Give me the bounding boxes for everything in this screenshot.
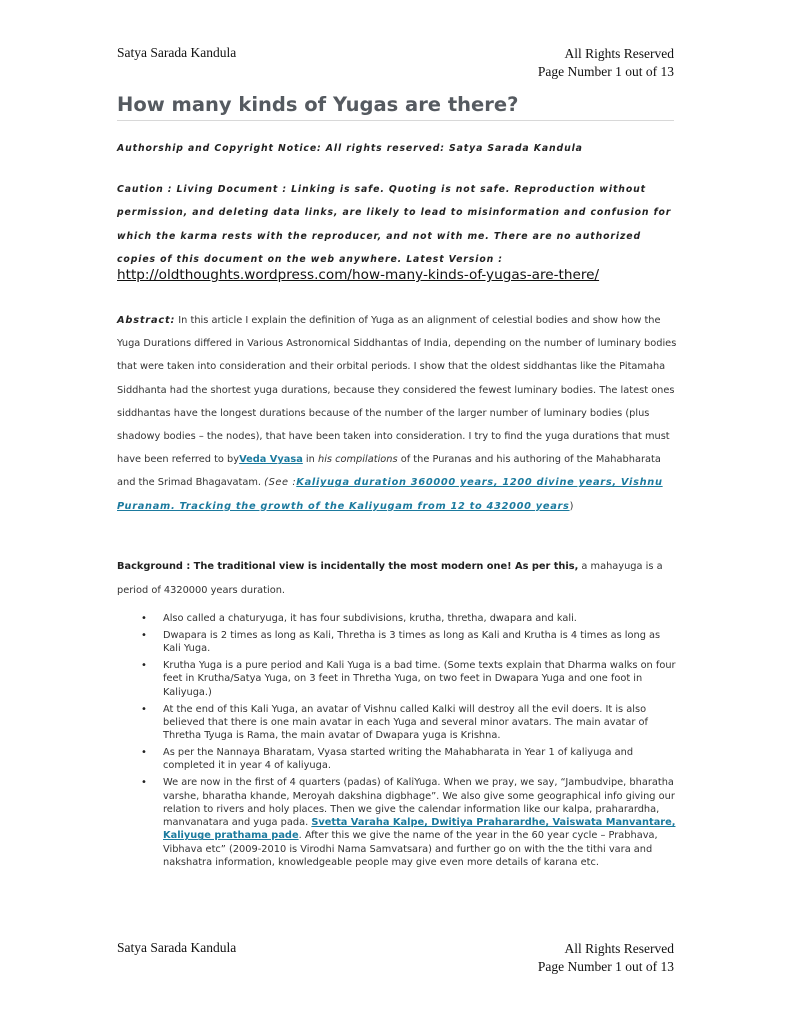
- footer-page-number: Page Number 1 out of 13: [537, 959, 674, 974]
- list-item: [117, 659, 677, 699]
- list-item: [117, 629, 677, 656]
- copyright-notice: Authorship and Copyright Notice: All rights reserved: Satya Sarada Kandula: [117, 143, 583, 154]
- list-item-text: Dwapara is 2 times as long as Kali, Thretha is 3 times as long as Kali and Krutha is 4 times as long as Kali Yuga.: [163, 629, 661, 655]
- header-author: Satya Sarada Kandula: [117, 45, 237, 60]
- background-paragraph: [117, 555, 677, 602]
- list-item-text: As per the Nannaya Bharatam, Vyasa started writing the Mahabharata in Year 1 of kaliyuga and completed it in year 4 of kaliyuga.: [163, 747, 634, 772]
- bullet-icon: •: [141, 629, 147, 641]
- header-page-number: Page Number 1 out of 13: [537, 64, 674, 79]
- footer-rights: All Rights Reserved: [564, 941, 674, 956]
- bullet-icon: •: [141, 660, 147, 672]
- latest-version-link[interactable]: http://oldthoughts.wordpress.com/how-many-kinds-of-yugas-are-there/: [117, 267, 600, 283]
- abstract-label: Abstract:: [117, 315, 176, 326]
- abstract-text-1: In this article I explain the definition of Yuga as an alignment of celestial bodies and show how the Yuga Durations differed in Various Astronomical Siddhantas of India, depending on the number of luminary bodies that were taken into consideration and their orbital periods. I show that the oldest siddhantas like the Pitamaha Siddhanta had the shortest yuga durations, because they considered the fewest luminary bodies. The latest ones siddhantas have the longest durations because of the number of the larger number of luminary bodies (plus shadowy bodies – the nodes), that have been taken into consideration. I try to find the yuga durations that must have been referred to by: [117, 315, 677, 466]
- footer-right: [538, 940, 674, 976]
- page-title: How many kinds of Yugas are there?: [117, 93, 674, 121]
- abstract-text-3: of the Puranas and his authoring of the Mahabharata and the Srimad Bhagavatam.: [117, 454, 661, 489]
- see-label: (See :: [264, 477, 297, 489]
- bullet-icon: •: [141, 703, 147, 715]
- abstract-close: ): [569, 500, 574, 512]
- abstract-text-2: in: [302, 454, 318, 466]
- list-item-text-end: . After this we give the name of the year in the 60 year cycle – Prabhava, Vibhava etc” (2009-2010 is Virodhi Nama Samvatsara) and further go on with the the tithi vara and nakshatra information, knowledgeable people may give even more details of karana etc.: [163, 830, 658, 869]
- abstract-compilations: his compilations: [317, 454, 398, 466]
- bullet-icon: •: [141, 613, 147, 624]
- list-item-text: We are now in the first of 4 quarters (padas) of KaliYuga. When we pray, we say, “Jambudvipe, bharatha varshe, bharatha khande, Meroyah dakshina digbhage”. We also give some geographical info giving our relation to rivers and holy places. Then we give the calendar information like our kalpa, praharardha, manvanatara and yuga pada.: [163, 777, 675, 829]
- background-label: Background : The traditional view is incidentally the most modern one! As per this,: [117, 561, 579, 572]
- list-item: [117, 703, 677, 743]
- background-text: a mahayuga is a period of 4320000 years duration.: [117, 561, 663, 596]
- list-item-text: At the end of this Kali Yuga, an avatar of Vishnu called Kalki will destroy all the evil doers. It is also believed that there is one main avatar in each Yuga and several minor avatars. The main avatar of Thretha Tyuga is Rama, the main avatar of Dwapara yuga is Krishna.: [163, 703, 648, 742]
- abstract-paragraph: [117, 309, 677, 518]
- list-item-text: Also called a chaturyuga, it has four subdivisions, krutha, thretha, dwapara and kali.: [163, 613, 577, 624]
- list-item: [117, 612, 677, 625]
- kalpa-link[interactable]: Svetta Varaha Kalpe, Dwitiya Praharardhe, Vaiswata Manvantare, Kaliyuge prathama pade: [163, 817, 676, 842]
- footer-author: Satya Sarada Kandula: [117, 940, 237, 955]
- list-item: [117, 746, 677, 773]
- yuga-bullet-list: [117, 612, 677, 873]
- caution-paragraph: Caution : Living Document : Linking is safe. Quoting is not safe. Reproduction without permission, and deleting data links, are likely to lead to misinformation and confusion for which the karma rests with the reproducer, and not with me. There are no authorized copies of this document on the web anywhere. Latest Version :: [117, 184, 672, 265]
- bullet-icon: •: [141, 777, 147, 789]
- veda-vyasa-link[interactable]: Veda Vyasa: [239, 454, 303, 466]
- kaliyuga-duration-link[interactable]: Kaliyuga duration 360000 years, 1200 divine years, Vishnu Puranam. Tracking the growth of the Kaliyugam from 12 to 432000 years: [117, 477, 663, 512]
- header-right: [538, 45, 674, 81]
- header-rights: All Rights Reserved: [564, 46, 674, 61]
- bullet-icon: •: [141, 747, 147, 759]
- list-item-text: Krutha Yuga is a pure period and Kali Yuga is a bad time. (Some texts explain that Dharma walks on four feet in Krutha/Satya Yuga, on 3 feet in Thretha Yuga, on two feet in Dwapara Yuga and one foot in Kaliyuga.): [163, 660, 676, 698]
- list-item: [117, 776, 677, 869]
